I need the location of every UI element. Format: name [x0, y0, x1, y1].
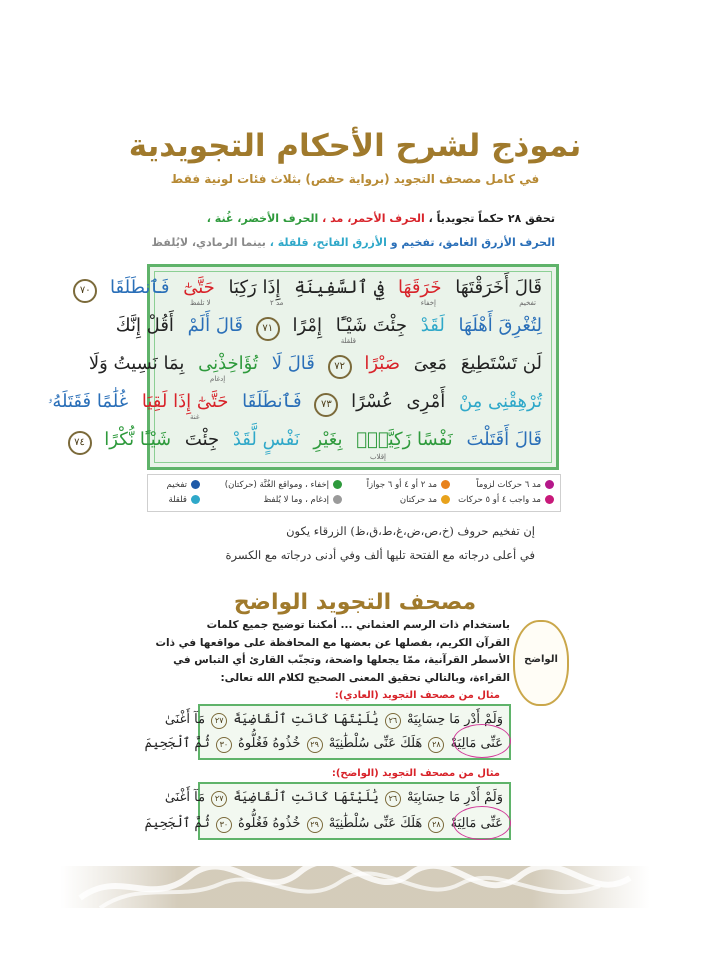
body-line: الأسطر القرآنية، ممّا يجعلها واضحة، وتجنّب القارئ أي التباس في: [173, 654, 510, 666]
legend-item: [400, 495, 450, 505]
ayah-number: ٢٨: [428, 737, 444, 753]
quran-word: عُسْرًا: [351, 391, 393, 412]
page-title: نموذج لشرح الأحكام التجويدية: [128, 128, 582, 164]
tajweed-note: لا تلفظ: [190, 299, 211, 307]
body-line: باستخدام ذات الرسم العثماني ... أمكننا توضيح جميع كلمات: [206, 619, 510, 631]
ayah-number: ٢٦: [385, 791, 401, 807]
tajweed-note: مد ٢: [270, 299, 284, 307]
legend-swatch: [333, 480, 342, 489]
highlight-circle: [450, 724, 511, 758]
quran-word: تُؤَاخِذْنِى: [198, 353, 258, 374]
rule-lightblue: الأزرق الفاتح، قلقلة ،: [269, 236, 387, 249]
quran-word: فَٱنطَلَقَا: [242, 391, 302, 412]
quran-word: صَبْرًا: [364, 353, 401, 374]
legend-item: [167, 480, 200, 490]
legend-label: إخفاء ، ومواقع الغُنَّة (حركتان): [224, 480, 329, 490]
tafkhim-line-1: إن تفخيم حروف (خ،ص،ض،غ،ط،ق،ظ) الزرقاء يكون: [286, 524, 535, 538]
ayah-number: ٣٠: [216, 817, 232, 833]
page-subtitle: في كامل مصحف التجويد (برواية حفص) بثلاث فئات لونية فقط: [170, 172, 540, 186]
quran-word: مَعِىَ: [413, 353, 448, 374]
quran-word: نَفْسًا زَكِيَّةًۢ: [356, 429, 453, 450]
quran-word: بِغَيْرِ: [313, 429, 343, 450]
legend-swatch: [333, 495, 342, 504]
quran-word: خُذُوهُ فَغُلُّوهُ: [238, 736, 301, 751]
quran-word: أَقُلْ إِنَّكَ: [115, 315, 174, 336]
legend-label: مد ٢ أو ٤ أو ٦ جوازاً: [366, 480, 437, 490]
tajweed-note: تفخيم: [519, 299, 536, 307]
legend-label: مد ٦ حركات لزوماً: [476, 480, 541, 490]
ayah-number: ٢٦: [385, 713, 401, 729]
rules-prefix: تحقق ٢٨ حكماً تجويدياً ،: [428, 212, 555, 225]
quran-line-1: [79, 277, 546, 303]
quran-word: قَالَ أَقَتَلْتَ: [466, 429, 542, 450]
quran-line-4: [47, 391, 546, 417]
legend-label: مد حركتان: [399, 495, 437, 505]
quran-word: عَنِّى مَالِيَهْ: [450, 816, 503, 831]
legend-item: [168, 495, 200, 505]
quran-word: تُرْهِقْنِى مِنْ: [458, 391, 542, 412]
quran-word: مَآ أَغْنَىٰ: [164, 712, 206, 727]
quran-line-5: [74, 429, 546, 455]
legend-item: [263, 495, 342, 505]
quran-word: حَتَّىٰٓ: [183, 277, 215, 298]
legend-label: قلقلة: [168, 495, 187, 505]
legend-swatch: [441, 480, 450, 489]
decorative-calligraphy-band: [60, 858, 650, 916]
tajweed-note: غنة: [190, 413, 200, 421]
rule-blue: الحرف الأزرق الغامق، تفخيم و: [390, 236, 555, 249]
quran-word: هَلَكَ عَنِّى سُلْطَٰنِيَهْ: [328, 736, 423, 751]
example-caption-regular: مثال من مصحف التجويد (العادي):: [334, 690, 500, 701]
quran-word: مَآ أَغْنَىٰ: [164, 790, 206, 805]
ayah-number: ٢٩: [307, 737, 323, 753]
quran-word: خُذُوهُ فَغُلُّوهُ: [238, 816, 301, 831]
legend-item: [476, 480, 554, 490]
quran-word: نَفْسٍ لَّقَدْ: [232, 429, 300, 450]
quran-word: قَالَ لَا: [271, 353, 315, 374]
quran-word: شَيْـًٔا نُّكْرًا: [104, 429, 172, 450]
legend-swatch: [545, 480, 554, 489]
ayah-number: ٢٨: [428, 817, 444, 833]
rules-line-2: [151, 236, 555, 249]
ayah-number: ٧٠: [73, 279, 97, 303]
legend-item: [367, 480, 450, 490]
rule-ghunna: غُنة ،: [206, 212, 234, 225]
tajweed-note: قلقلة: [340, 337, 356, 345]
rule-green: الحرف الأخضر،: [237, 212, 319, 225]
example-clear: [144, 782, 511, 840]
quran-word: فِي ٱلسَّفِينَةِ: [294, 277, 385, 298]
quran-word: إِذَا رَكِبَا: [228, 277, 281, 298]
ayah-number: ٧٤: [68, 431, 92, 455]
badge-label: الواضح: [524, 654, 558, 665]
quran-word: وَلَمْ أَدْرِ مَا حِسَابِيَهْ: [407, 790, 503, 805]
example-caption-clear: مثال من مصحف التجويد (الواضح):: [331, 768, 500, 779]
tajweed-note: إدغام: [210, 375, 226, 383]
ayah-number: ٣٠: [216, 737, 232, 753]
legend-label: تفخيم: [166, 480, 187, 490]
rule-gray: بينما الرمادي، لايُلفظ: [151, 236, 266, 249]
quran-word: يَٰلَيْتَهَا كَانَتِ ٱلْقَاضِيَةَ: [233, 712, 379, 727]
quran-word: لَن تَسْتَطِيعَ: [460, 353, 542, 374]
quran-word: ثُمَّ ٱلْجَحِيمَ: [144, 736, 210, 751]
body-line: القرآن الكريم، بفصلها عن بعضها مع المحافظة على مواقعها في ذات: [155, 636, 510, 649]
quran-word: لِتُغْرِقَ أَهْلَهَا: [458, 315, 542, 336]
legend-swatch: [191, 480, 200, 489]
legend-label: مد واجب ٤ أو ٥ حركات: [458, 495, 541, 505]
section-title: مصحف التجويد الواضح: [233, 590, 477, 615]
tajweed-note: إقلاب: [369, 453, 386, 461]
tafkhim-note: [180, 519, 535, 567]
quran-word: قَالَ أَلَمْ: [187, 315, 244, 336]
quran-word: إِمْرًا: [292, 315, 323, 336]
ayah-number: ٧٣: [314, 393, 338, 417]
legend-swatch: [545, 495, 554, 504]
mushaf-page-sample: [47, 264, 559, 470]
quran-word: هَلَكَ عَنِّى سُلْطَٰنِيَهْ: [328, 816, 423, 831]
rules-line-1: [160, 212, 555, 225]
section-body: [150, 617, 510, 687]
quran-word: خَرَقَهَا: [398, 277, 442, 298]
quran-word: جِئْتَ شَيْـًٔا: [335, 315, 408, 336]
legend-item: [458, 495, 554, 505]
wadih-badge: [513, 620, 569, 706]
color-legend: [147, 474, 561, 512]
quran-word: وَلَمْ أَدْرِ مَا حِسَابِيَهْ: [407, 712, 503, 727]
tafkhim-line-2: في أعلى درجاته مع الفتحة تليها ألف وفي أدنى درجاته مع الكسرة: [225, 548, 535, 562]
body-line: القراءة، وبالتالي تحقيق المعنى الصحيح لكلام الله تعالى:: [220, 671, 510, 684]
quran-word: لَقَدْ: [420, 315, 445, 336]
ayah-number: ٢٧: [211, 713, 227, 729]
quran-word: قَالَ أَخَرَقْتَهَا: [455, 277, 542, 298]
ayah-number: ٧٢: [328, 355, 352, 379]
quran-word: عَنِّى مَالِيَهْ: [450, 736, 503, 751]
example-line: [164, 790, 503, 807]
quran-word: أَمْرِى: [406, 391, 446, 412]
rule-red: الحرف الأحمر،: [347, 212, 425, 225]
legend-label: إدغام ، وما لا يُلفظ: [263, 495, 329, 505]
tajweed-note: إخفاء: [420, 299, 436, 307]
quran-word: جِئْتَ: [184, 429, 220, 450]
quran-word: غُلَٰمًا فَقَتَلَهُۥ: [47, 391, 129, 412]
ayah-number: ٧١: [256, 317, 280, 341]
ayah-number: ٢٧: [211, 791, 227, 807]
legend-swatch: [441, 495, 450, 504]
example-regular: [144, 704, 511, 760]
quran-word: بِمَا نَسِيتُ وَلَا: [88, 353, 185, 374]
legend-swatch: [191, 495, 200, 504]
ayah-number: ٢٩: [307, 817, 323, 833]
quran-word: فَٱنطَلَقَا: [110, 277, 170, 298]
quran-word: يَٰلَيْتَهَا كَانَتِ ٱلْقَاضِيَةَ: [233, 790, 379, 805]
highlight-circle: [450, 806, 511, 840]
legend-item: [225, 480, 342, 490]
quran-word: ثُمَّ ٱلْجَحِيمَ: [144, 816, 210, 831]
quran-word: حَتَّىٰٓ إِذَا لَقِيَا: [141, 391, 229, 412]
example-line: [164, 712, 503, 729]
rule-mad: مد ،: [322, 212, 344, 225]
